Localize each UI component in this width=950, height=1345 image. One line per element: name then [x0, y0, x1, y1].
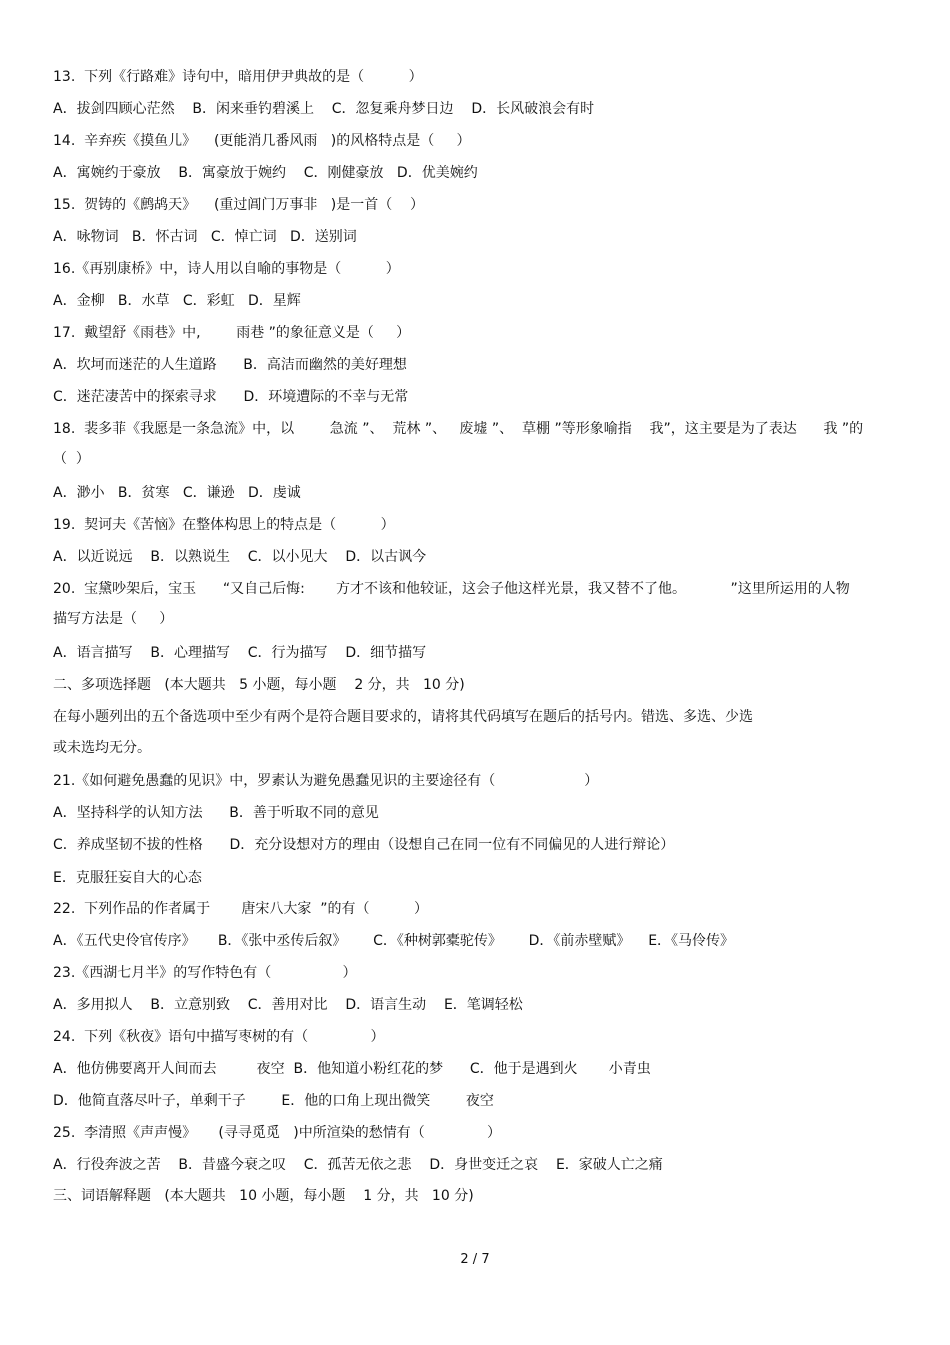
options-23: A．多用拟人 B．立意别致 C．善用对比 D．语言生动 E．笔调轻松 [53, 997, 523, 1013]
options-22: A．《五代史伶官传序》 B．《张中丞传后叙》 C．《种树郭橐驼传》 D．《前赤壁赋》 E．《马伶传》 [53, 933, 735, 949]
options-19: A．以近说远 B．以熟说生 C．以小见大 D．以古讽今 [53, 549, 427, 565]
question-21: 21.《如何避免愚蠢的见识》中，罗素认为避免愚蠢见识的主要途径有（ ） [53, 773, 599, 789]
options-14: A．寓婉约于豪放 B．寓豪放于婉约 C．刚健豪放 D．优美婉约 [53, 165, 478, 181]
question-20-cont: 描写方法是（ ） [53, 611, 174, 627]
question-18-cont: （ ） [53, 451, 90, 467]
question-13: 13. 下列《行路难》诗句中，暗用伊尹典故的是（ ） [53, 69, 423, 85]
options-17-ab: A．坎坷而迷茫的人生道路 B．高洁而幽然的美好理想 [53, 357, 407, 373]
question-15: 15. 贺铸的《鹧鸪天》 (重过阊门万事非 )是一首（ ） [53, 197, 425, 213]
options-16: A．金柳 B．水草 C．彩虹 D．星辉 [53, 293, 301, 309]
section-2-instructions: 在每小题列出的五个备选项中至少有两个是符合题目要求的，请将其代码填写在题后的括号内。错选、多选、少选 [53, 709, 753, 725]
section-2-heading: 二、多项选择题 (本大题共 5 小题，每小题 2 分，共 10 分) [53, 677, 465, 693]
options-18: A．渺小 B．贫寒 C．谦逊 D．虔诚 [53, 485, 301, 501]
question-22: 22. 下列作品的作者属于 唐宋八大家 ”的有（ ） [53, 901, 428, 917]
options-24-de: D．他简直落尽叶子，单剩干子 E．他的口角上现出微笑 夜空 [53, 1093, 494, 1109]
question-24: 24. 下列《秋夜》语句中描写枣树的有（ ） [53, 1029, 385, 1045]
options-21-cd: C．养成坚韧不拔的性格 D．充分设想对方的理由（设想自己在同一位有不同偏见的人进行辩论） [53, 837, 675, 853]
options-21-ab: A．坚持科学的认知方法 B．善于听取不同的意见 [53, 805, 379, 821]
question-19: 19. 契诃夫《苦恼》在整体构思上的特点是（ ） [53, 517, 395, 533]
question-23: 23.《西湖七月半》的写作特色有（ ） [53, 965, 357, 981]
question-18: 18. 裴多菲《我愿是一条急流》中，以 急流 ”、 荒林 ”、 废墟 ”、 草棚 ”等形象喻指 我”，这主要是为了表达 我 ”的 [53, 421, 864, 437]
options-13: A．拔剑四顾心茫然 B．闲来垂钓碧溪上 C．忽复乘舟梦日边 D．长风破浪会有时 [53, 101, 595, 117]
question-16: 16.《再别康桥》中，诗人用以自喻的事物是（ ） [53, 261, 400, 277]
question-25: 25. 李清照《声声慢》 (寻寻觅觅 )中所渲染的愁情有（ ） [53, 1125, 501, 1141]
options-17-cd: C．迷茫凄苦中的探索寻求 D．环境遭际的不幸与无常 [53, 389, 409, 405]
question-17: 17. 戴望舒《雨巷》中, 雨巷 ”的象征意义是（ ） [53, 325, 411, 341]
options-21-e: E．克服狂妄自大的心态 [53, 870, 202, 886]
options-20: A．语言描写 B．心理描写 C．行为描写 D．细节描写 [53, 645, 427, 661]
question-20: 20. 宝黛吵架后，宝玉 “又自己后悔: 方才不该和他较证，这会子他这样光景，我又替不了他。 ”这里所运用的人物 [53, 581, 850, 597]
page-number: 2 / 7 [460, 1252, 490, 1267]
options-15: A．咏物词 B．怀古词 C．悼亡词 D．送别词 [53, 229, 357, 245]
section-3-heading: 三、词语解释题 (本大题共 10 小题，每小题 1 分，共 10 分) [53, 1188, 474, 1204]
options-24-abc: A．他仿佛要离开人间而去 夜空 B．他知道小粉红花的梦 C．他于是遇到火 小青虫 [53, 1061, 651, 1077]
options-25: A．行役奔波之苦 B．昔盛今衰之叹 C．孤苦无依之悲 D．身世变迁之哀 E．家破人亡之痛 [53, 1157, 663, 1173]
question-14: 14. 辛弃疾《摸鱼儿》 (更能消几番风雨 )的风格特点是（ ） [53, 133, 471, 149]
section-2-instructions-cont: 或未选均无分。 [53, 740, 151, 756]
